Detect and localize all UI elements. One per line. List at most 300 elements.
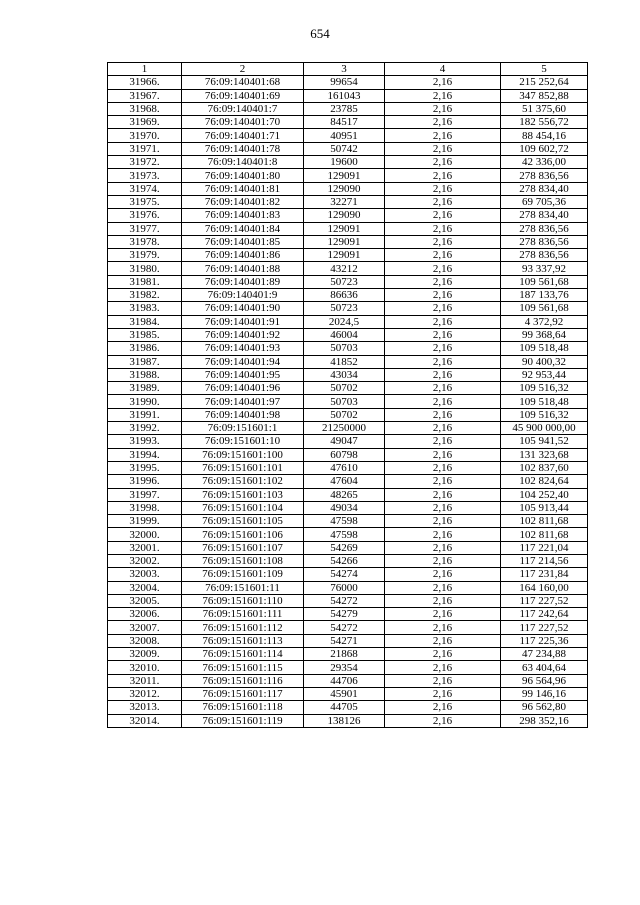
row-number-cell: 31979. [108,249,182,262]
value-cell: 117 225,36 [501,634,588,647]
table-row [108,448,588,461]
area-cell: 47598 [304,515,385,528]
table-row [108,461,588,474]
area-cell: 47610 [304,461,385,474]
row-number-cell: 31981. [108,275,182,288]
area-cell: 161043 [304,89,385,102]
area-cell: 138126 [304,714,385,727]
row-number-cell: 31970. [108,129,182,142]
cadastral-number-cell: 76:09:151601:111 [182,608,304,621]
value-cell: 42 336,00 [501,156,588,169]
rate-cell: 2,16 [385,275,501,288]
area-cell: 32271 [304,195,385,208]
row-number-cell: 31989. [108,382,182,395]
value-cell: 347 852,88 [501,89,588,102]
table-row [108,249,588,262]
table-row [108,422,588,435]
value-cell: 90 400,32 [501,355,588,368]
area-cell: 47604 [304,475,385,488]
table-body [108,76,588,728]
table-row [108,661,588,674]
table-row [108,302,588,315]
area-cell: 44706 [304,674,385,687]
cadastral-number-cell: 76:09:151601:105 [182,515,304,528]
rate-cell: 2,16 [385,674,501,687]
area-cell: 60798 [304,448,385,461]
cadastral-number-cell: 76:09:151601:1 [182,422,304,435]
cadastral-number-cell: 76:09:140401:89 [182,275,304,288]
table-row [108,328,588,341]
table-row [108,355,588,368]
table-row [108,76,588,89]
area-cell: 54271 [304,634,385,647]
table-row [108,195,588,208]
cadastral-number-cell: 76:09:151601:100 [182,448,304,461]
value-cell: 278 834,40 [501,182,588,195]
area-cell: 50723 [304,302,385,315]
area-cell: 46004 [304,328,385,341]
cadastral-number-cell: 76:09:151601:108 [182,554,304,567]
rate-cell: 2,16 [385,568,501,581]
cadastral-number-cell: 76:09:140401:84 [182,222,304,235]
area-cell: 43034 [304,368,385,381]
table-row [108,382,588,395]
rate-cell: 2,16 [385,422,501,435]
row-number-cell: 32009. [108,648,182,661]
table-row [108,209,588,222]
row-number-cell: 31997. [108,488,182,501]
area-cell: 129090 [304,209,385,222]
rate-cell: 2,16 [385,634,501,647]
cadastral-number-cell: 76:09:140401:78 [182,142,304,155]
rate-cell: 2,16 [385,475,501,488]
value-cell: 102 811,68 [501,528,588,541]
cadastral-number-cell: 76:09:140401:91 [182,315,304,328]
row-number-cell: 31993. [108,435,182,448]
area-cell: 99654 [304,76,385,89]
value-cell: 109 518,48 [501,342,588,355]
cadastral-number-cell: 76:09:140401:9 [182,289,304,302]
rate-cell: 2,16 [385,541,501,554]
area-cell: 21868 [304,648,385,661]
cadastral-number-cell: 76:09:140401:92 [182,328,304,341]
area-cell: 50703 [304,395,385,408]
row-number-cell: 31985. [108,328,182,341]
value-cell: 96 564,96 [501,674,588,687]
value-cell: 63 404,64 [501,661,588,674]
table-row [108,275,588,288]
table-row [108,89,588,102]
rate-cell: 2,16 [385,661,501,674]
cadastral-number-cell: 76:09:140401:95 [182,368,304,381]
area-cell: 29354 [304,661,385,674]
rate-cell: 2,16 [385,328,501,341]
rate-cell: 2,16 [385,195,501,208]
cadastral-number-cell: 76:09:140401:94 [182,355,304,368]
cadastral-number-cell: 76:09:151601:101 [182,461,304,474]
cadastral-number-cell: 76:09:140401:96 [182,382,304,395]
rate-cell: 2,16 [385,621,501,634]
row-number-cell: 32008. [108,634,182,647]
area-cell: 41852 [304,355,385,368]
cadastral-number-cell: 76:09:151601:102 [182,475,304,488]
table-row [108,142,588,155]
area-cell: 50702 [304,382,385,395]
area-cell: 54269 [304,541,385,554]
rate-cell: 2,16 [385,515,501,528]
area-cell: 19600 [304,156,385,169]
rate-cell: 2,16 [385,382,501,395]
area-cell: 49034 [304,501,385,514]
area-cell: 129091 [304,169,385,182]
cadastral-number-cell: 76:09:140401:81 [182,182,304,195]
value-cell: 278 836,56 [501,249,588,262]
rate-cell: 2,16 [385,608,501,621]
cadastral-number-cell: 76:09:151601:115 [182,661,304,674]
area-cell: 23785 [304,102,385,115]
table-row [108,116,588,129]
row-number-cell: 31969. [108,116,182,129]
value-cell: 4 372,92 [501,315,588,328]
row-number-cell: 32002. [108,554,182,567]
value-cell: 278 836,56 [501,235,588,248]
value-cell: 298 352,16 [501,714,588,727]
area-cell: 40951 [304,129,385,142]
area-cell: 48265 [304,488,385,501]
row-number-cell: 31982. [108,289,182,302]
rate-cell: 2,16 [385,355,501,368]
area-cell: 129090 [304,182,385,195]
rate-cell: 2,16 [385,488,501,501]
rate-cell: 2,16 [385,209,501,222]
rate-cell: 2,16 [385,302,501,315]
column-header: 4 [385,63,501,76]
rate-cell: 2,16 [385,249,501,262]
area-cell: 86636 [304,289,385,302]
cadastral-number-cell: 76:09:140401:80 [182,169,304,182]
table-row [108,568,588,581]
table-row [108,368,588,381]
table-row [108,129,588,142]
value-cell: 131 323,68 [501,448,588,461]
row-number-cell: 31977. [108,222,182,235]
value-cell: 69 705,36 [501,195,588,208]
value-cell: 117 231,84 [501,568,588,581]
rate-cell: 2,16 [385,289,501,302]
row-number-cell: 31986. [108,342,182,355]
area-cell: 129091 [304,249,385,262]
area-cell: 129091 [304,235,385,248]
row-number-cell: 31991. [108,408,182,421]
rate-cell: 2,16 [385,262,501,275]
value-cell: 109 518,48 [501,395,588,408]
rate-cell: 2,16 [385,714,501,727]
table-row [108,222,588,235]
table-row [108,621,588,634]
area-cell: 84517 [304,116,385,129]
rate-cell: 2,16 [385,594,501,607]
table-row [108,289,588,302]
value-cell: 105 913,44 [501,501,588,514]
table-row [108,674,588,687]
table-row [108,475,588,488]
table-row [108,488,588,501]
value-cell: 117 214,56 [501,554,588,567]
row-number-cell: 32000. [108,528,182,541]
value-cell: 278 836,56 [501,169,588,182]
table-row [108,182,588,195]
cadastral-number-cell: 76:09:151601:106 [182,528,304,541]
value-cell: 99 146,16 [501,687,588,700]
value-cell: 109 602,72 [501,142,588,155]
value-cell: 88 454,16 [501,129,588,142]
row-number-cell: 32014. [108,714,182,727]
area-cell: 54274 [304,568,385,581]
value-cell: 102 837,60 [501,461,588,474]
column-header: 5 [501,63,588,76]
table-row [108,156,588,169]
row-number-cell: 32003. [108,568,182,581]
rate-cell: 2,16 [385,182,501,195]
value-cell: 117 227,52 [501,594,588,607]
value-cell: 93 337,92 [501,262,588,275]
table-row [108,594,588,607]
value-cell: 45 900 000,00 [501,422,588,435]
value-cell: 99 368,64 [501,328,588,341]
area-cell: 54272 [304,621,385,634]
table-row [108,687,588,700]
cadastral-number-cell: 76:09:140401:70 [182,116,304,129]
cadastral-number-cell: 76:09:151601:117 [182,687,304,700]
value-cell: 92 953,44 [501,368,588,381]
cadastral-number-cell: 76:09:151601:116 [182,674,304,687]
row-number-cell: 31972. [108,156,182,169]
rate-cell: 2,16 [385,222,501,235]
rate-cell: 2,16 [385,408,501,421]
rate-cell: 2,16 [385,461,501,474]
rate-cell: 2,16 [385,142,501,155]
row-number-cell: 32001. [108,541,182,554]
rate-cell: 2,16 [385,554,501,567]
column-header: 1 [108,63,182,76]
value-cell: 117 227,52 [501,621,588,634]
value-cell: 47 234,88 [501,648,588,661]
column-header: 3 [304,63,385,76]
rate-cell: 2,16 [385,701,501,714]
table-row [108,395,588,408]
row-number-cell: 31995. [108,461,182,474]
row-number-cell: 31971. [108,142,182,155]
value-cell: 109 561,68 [501,275,588,288]
row-number-cell: 31992. [108,422,182,435]
rate-cell: 2,16 [385,581,501,594]
cadastral-number-cell: 76:09:140401:71 [182,129,304,142]
row-number-cell: 31976. [108,209,182,222]
area-cell: 49047 [304,435,385,448]
table-row [108,315,588,328]
cadastral-number-cell: 76:09:151601:112 [182,621,304,634]
data-table [107,62,588,728]
row-number-cell: 32007. [108,621,182,634]
value-cell: 102 811,68 [501,515,588,528]
row-number-cell: 31994. [108,448,182,461]
row-number-cell: 31978. [108,235,182,248]
area-cell: 54272 [304,594,385,607]
rate-cell: 2,16 [385,235,501,248]
value-cell: 96 562,80 [501,701,588,714]
table-row [108,581,588,594]
value-cell: 164 160,00 [501,581,588,594]
value-cell: 51 375,60 [501,102,588,115]
table-row [108,608,588,621]
area-cell: 43212 [304,262,385,275]
rate-cell: 2,16 [385,687,501,700]
cadastral-number-cell: 76:09:140401:85 [182,235,304,248]
value-cell: 109 516,32 [501,382,588,395]
row-number-cell: 31984. [108,315,182,328]
row-number-cell: 32004. [108,581,182,594]
table-row [108,634,588,647]
rate-cell: 2,16 [385,395,501,408]
cadastral-number-cell: 76:09:140401:8 [182,156,304,169]
row-number-cell: 31990. [108,395,182,408]
value-cell: 278 836,56 [501,222,588,235]
table-row [108,501,588,514]
row-number-cell: 32012. [108,687,182,700]
cadastral-number-cell: 76:09:151601:109 [182,568,304,581]
value-cell: 278 834,40 [501,209,588,222]
cadastral-number-cell: 76:09:140401:97 [182,395,304,408]
cadastral-number-cell: 76:09:151601:10 [182,435,304,448]
area-cell: 129091 [304,222,385,235]
rate-cell: 2,16 [385,156,501,169]
row-number-cell: 31974. [108,182,182,195]
value-cell: 187 133,76 [501,289,588,302]
value-cell: 117 242,64 [501,608,588,621]
cadastral-number-cell: 76:09:151601:107 [182,541,304,554]
table-row [108,515,588,528]
area-cell: 54279 [304,608,385,621]
row-number-cell: 31980. [108,262,182,275]
table-row [108,262,588,275]
row-number-cell: 31988. [108,368,182,381]
row-number-cell: 31966. [108,76,182,89]
table-row [108,435,588,448]
row-number-cell: 32011. [108,674,182,687]
cadastral-number-cell: 76:09:140401:7 [182,102,304,115]
value-cell: 117 221,04 [501,541,588,554]
rate-cell: 2,16 [385,448,501,461]
area-cell: 50723 [304,275,385,288]
cadastral-number-cell: 76:09:140401:82 [182,195,304,208]
row-number-cell: 31996. [108,475,182,488]
row-number-cell: 32005. [108,594,182,607]
cadastral-number-cell: 76:09:151601:110 [182,594,304,607]
row-number-cell: 31987. [108,355,182,368]
table-row [108,342,588,355]
value-cell: 109 561,68 [501,302,588,315]
row-number-cell: 31973. [108,169,182,182]
table-row [108,235,588,248]
rate-cell: 2,16 [385,89,501,102]
cadastral-number-cell: 76:09:151601:113 [182,634,304,647]
area-cell: 44705 [304,701,385,714]
row-number-cell: 32010. [108,661,182,674]
cadastral-number-cell: 76:09:140401:86 [182,249,304,262]
rate-cell: 2,16 [385,648,501,661]
cadastral-number-cell: 76:09:140401:68 [182,76,304,89]
area-cell: 50703 [304,342,385,355]
value-cell: 109 516,32 [501,408,588,421]
row-number-cell: 31983. [108,302,182,315]
table-row [108,701,588,714]
rate-cell: 2,16 [385,315,501,328]
value-cell: 102 824,64 [501,475,588,488]
area-cell: 50742 [304,142,385,155]
rate-cell: 2,16 [385,528,501,541]
cadastral-number-cell: 76:09:140401:98 [182,408,304,421]
page-number: 654 [310,26,330,41]
table-row [108,541,588,554]
rate-cell: 2,16 [385,102,501,115]
rate-cell: 2,16 [385,368,501,381]
rate-cell: 2,16 [385,501,501,514]
row-number-cell: 31968. [108,102,182,115]
table-row [108,528,588,541]
table-row [108,648,588,661]
value-cell: 104 252,40 [501,488,588,501]
area-cell: 45901 [304,687,385,700]
table-row [108,714,588,727]
row-number-cell: 32013. [108,701,182,714]
rate-cell: 2,16 [385,342,501,355]
table-row [108,554,588,567]
cadastral-number-cell: 76:09:151601:118 [182,701,304,714]
cadastral-number-cell: 76:09:151601:119 [182,714,304,727]
row-number-cell: 32006. [108,608,182,621]
rate-cell: 2,16 [385,169,501,182]
row-number-cell: 31967. [108,89,182,102]
cadastral-number-cell: 76:09:140401:83 [182,209,304,222]
cadastral-number-cell: 76:09:151601:11 [182,581,304,594]
cadastral-number-cell: 76:09:140401:90 [182,302,304,315]
cadastral-number-cell: 76:09:151601:104 [182,501,304,514]
rate-cell: 2,16 [385,435,501,448]
column-header: 2 [182,63,304,76]
area-cell: 21250000 [304,422,385,435]
cadastral-number-cell: 76:09:151601:114 [182,648,304,661]
cadastral-number-cell: 76:09:140401:88 [182,262,304,275]
rate-cell: 2,16 [385,76,501,89]
value-cell: 215 252,64 [501,76,588,89]
value-cell: 182 556,72 [501,116,588,129]
area-cell: 50702 [304,408,385,421]
table-row [108,102,588,115]
cadastral-number-cell: 76:09:151601:103 [182,488,304,501]
cadastral-number-cell: 76:09:140401:93 [182,342,304,355]
table-header-row [108,63,588,76]
rate-cell: 2,16 [385,116,501,129]
row-number-cell: 31998. [108,501,182,514]
table-row [108,169,588,182]
row-number-cell: 31999. [108,515,182,528]
cadastral-number-cell: 76:09:140401:69 [182,89,304,102]
rate-cell: 2,16 [385,129,501,142]
row-number-cell: 31975. [108,195,182,208]
area-cell: 54266 [304,554,385,567]
area-cell: 76000 [304,581,385,594]
area-cell: 47598 [304,528,385,541]
